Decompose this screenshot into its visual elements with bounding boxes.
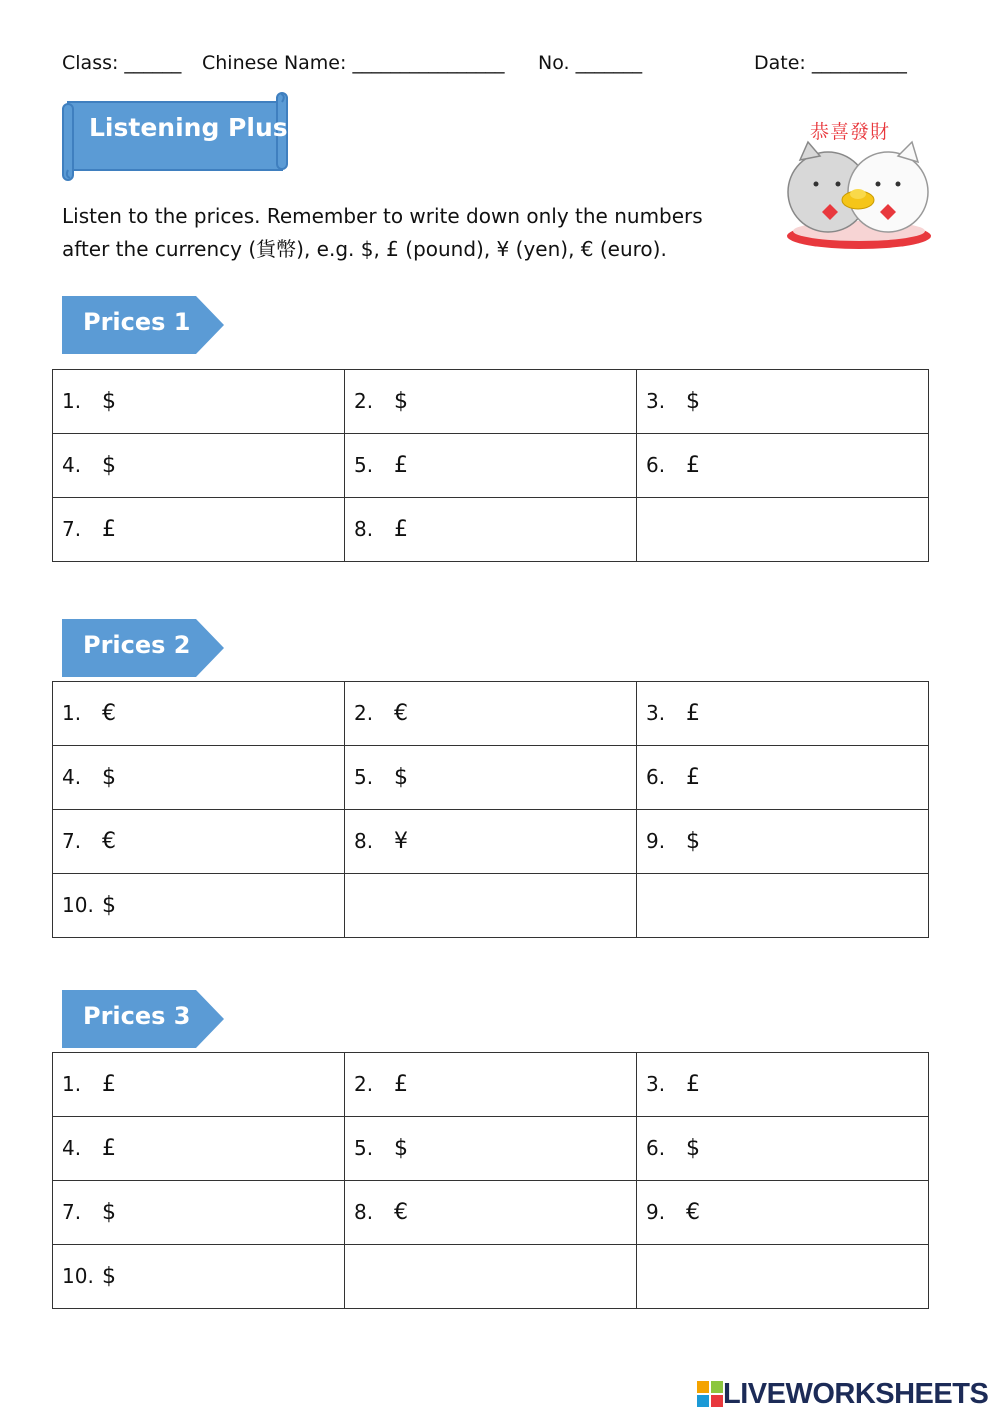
currency-symbol: $	[102, 453, 116, 478]
number-field[interactable]: No. _______	[538, 52, 643, 74]
item-number: 4.	[62, 765, 82, 789]
currency-symbol: $	[686, 829, 700, 854]
currency-symbol: ¥	[394, 829, 408, 854]
currency-symbol: $	[686, 1136, 700, 1161]
currency-symbol: $	[102, 893, 116, 918]
table-row	[53, 1245, 929, 1309]
answer-cell[interactable]	[345, 434, 637, 498]
empty-cell	[637, 874, 929, 938]
table-row	[53, 1117, 929, 1181]
answer-cell[interactable]	[53, 746, 345, 810]
prices-3-table	[52, 1052, 929, 1309]
item-number: 3.	[646, 701, 666, 725]
prices-1-table	[52, 369, 929, 562]
item-number: 8.	[354, 829, 374, 853]
section-tag-prices-2	[62, 619, 224, 677]
answer-cell[interactable]	[53, 370, 345, 434]
empty-cell	[637, 1245, 929, 1309]
answer-cell[interactable]	[53, 1181, 345, 1245]
item-number: 1.	[62, 1072, 82, 1096]
item-number: 4.	[62, 453, 82, 477]
item-number: 6.	[646, 765, 666, 789]
currency-symbol: $	[102, 1264, 116, 1289]
section-tag-prices-1	[62, 296, 224, 354]
table-row	[53, 1053, 929, 1117]
answer-cell[interactable]	[53, 434, 345, 498]
item-number: 2.	[354, 1072, 374, 1096]
answer-cell[interactable]	[345, 498, 637, 562]
class-field[interactable]: Class: ______	[62, 52, 182, 74]
answer-cell[interactable]	[637, 434, 929, 498]
currency-symbol: €	[102, 701, 116, 726]
currency-symbol: £	[102, 517, 116, 542]
answer-cell[interactable]	[53, 874, 345, 938]
answer-cell[interactable]	[53, 498, 345, 562]
currency-symbol: £	[102, 1136, 116, 1161]
item-number: 6.	[646, 453, 666, 477]
table-row	[53, 874, 929, 938]
item-number: 9.	[646, 1200, 666, 1224]
answer-cell[interactable]	[53, 1245, 345, 1309]
answer-cell[interactable]	[637, 810, 929, 874]
answer-cell[interactable]	[345, 1181, 637, 1245]
item-number: 1.	[62, 389, 82, 413]
section-tag-prices-3	[62, 990, 224, 1048]
mascot-caption: 恭喜發財	[810, 121, 891, 143]
item-number: 2.	[354, 701, 374, 725]
answer-cell[interactable]	[345, 1117, 637, 1181]
currency-symbol: £	[686, 453, 700, 478]
liveworksheets-logo-icon	[697, 1381, 723, 1407]
currency-symbol: $	[686, 389, 700, 414]
currency-symbol: £	[686, 1072, 700, 1097]
empty-cell	[637, 498, 929, 562]
item-number: 10.	[62, 1264, 94, 1288]
item-number: 8.	[354, 1200, 374, 1224]
currency-symbol: $	[394, 1136, 408, 1161]
table-row	[53, 1181, 929, 1245]
answer-cell[interactable]	[53, 1117, 345, 1181]
table-row	[53, 746, 929, 810]
currency-symbol: €	[686, 1200, 700, 1225]
table-row	[53, 434, 929, 498]
answer-cell[interactable]	[637, 1117, 929, 1181]
item-number: 7.	[62, 829, 82, 853]
currency-symbol: €	[394, 701, 408, 726]
item-number: 3.	[646, 1072, 666, 1096]
item-number: 7.	[62, 1200, 82, 1224]
liveworksheets-logo[interactable]	[697, 1376, 988, 1412]
currency-symbol: £	[394, 453, 408, 478]
empty-cell	[345, 1245, 637, 1309]
answer-cell[interactable]	[637, 1053, 929, 1117]
item-number: 5.	[354, 1136, 374, 1160]
empty-cell	[345, 874, 637, 938]
table-row	[53, 682, 929, 746]
currency-symbol: £	[686, 765, 700, 790]
table-row	[53, 810, 929, 874]
answer-cell[interactable]	[345, 1053, 637, 1117]
answer-cell[interactable]	[345, 682, 637, 746]
answer-cell[interactable]	[637, 370, 929, 434]
answer-cell[interactable]	[637, 682, 929, 746]
currency-symbol: $	[102, 389, 116, 414]
currency-symbol: £	[102, 1072, 116, 1097]
answer-cell[interactable]	[53, 682, 345, 746]
item-number: 2.	[354, 389, 374, 413]
currency-symbol: £	[686, 701, 700, 726]
item-number: 7.	[62, 517, 82, 541]
date-field[interactable]: Date: __________	[754, 52, 907, 74]
answer-cell[interactable]	[53, 810, 345, 874]
table-row	[53, 498, 929, 562]
item-number: 5.	[354, 453, 374, 477]
currency-symbol: £	[394, 517, 408, 542]
section-title: Prices 1	[83, 308, 191, 336]
page-title: Listening Plus	[89, 113, 288, 142]
currency-symbol: $	[394, 389, 408, 414]
currency-symbol: $	[394, 765, 408, 790]
currency-symbol: €	[102, 829, 116, 854]
item-number: 10.	[62, 893, 94, 917]
table-row	[53, 370, 929, 434]
answer-cell[interactable]	[345, 370, 637, 434]
currency-symbol: $	[102, 1200, 116, 1225]
item-number: 8.	[354, 517, 374, 541]
currency-symbol: €	[394, 1200, 408, 1225]
answer-cell[interactable]	[345, 746, 637, 810]
instructions-line-1: Listen to the prices. Remember to write down only the numbers	[62, 204, 703, 228]
prices-2-table	[52, 681, 929, 938]
answer-cell[interactable]	[53, 1053, 345, 1117]
chinese-name-field[interactable]: Chinese Name: ________________	[202, 52, 505, 74]
answer-cell[interactable]	[637, 746, 929, 810]
currency-symbol: £	[394, 1072, 408, 1097]
item-number: 1.	[62, 701, 82, 725]
item-number: 9.	[646, 829, 666, 853]
currency-symbol: $	[102, 765, 116, 790]
answer-cell[interactable]	[345, 810, 637, 874]
answer-cell[interactable]	[637, 1181, 929, 1245]
instructions-line-2: after the currency (貨幣), e.g. $, £ (pound), ¥ (yen), € (euro).	[62, 237, 667, 261]
logo-text: LIVEWORKSHEETS	[723, 1377, 989, 1410]
section-title: Prices 3	[83, 1002, 191, 1030]
item-number: 4.	[62, 1136, 82, 1160]
instructions	[62, 200, 762, 266]
section-title: Prices 2	[83, 631, 191, 659]
item-number: 6.	[646, 1136, 666, 1160]
item-number: 5.	[354, 765, 374, 789]
item-number: 3.	[646, 389, 666, 413]
